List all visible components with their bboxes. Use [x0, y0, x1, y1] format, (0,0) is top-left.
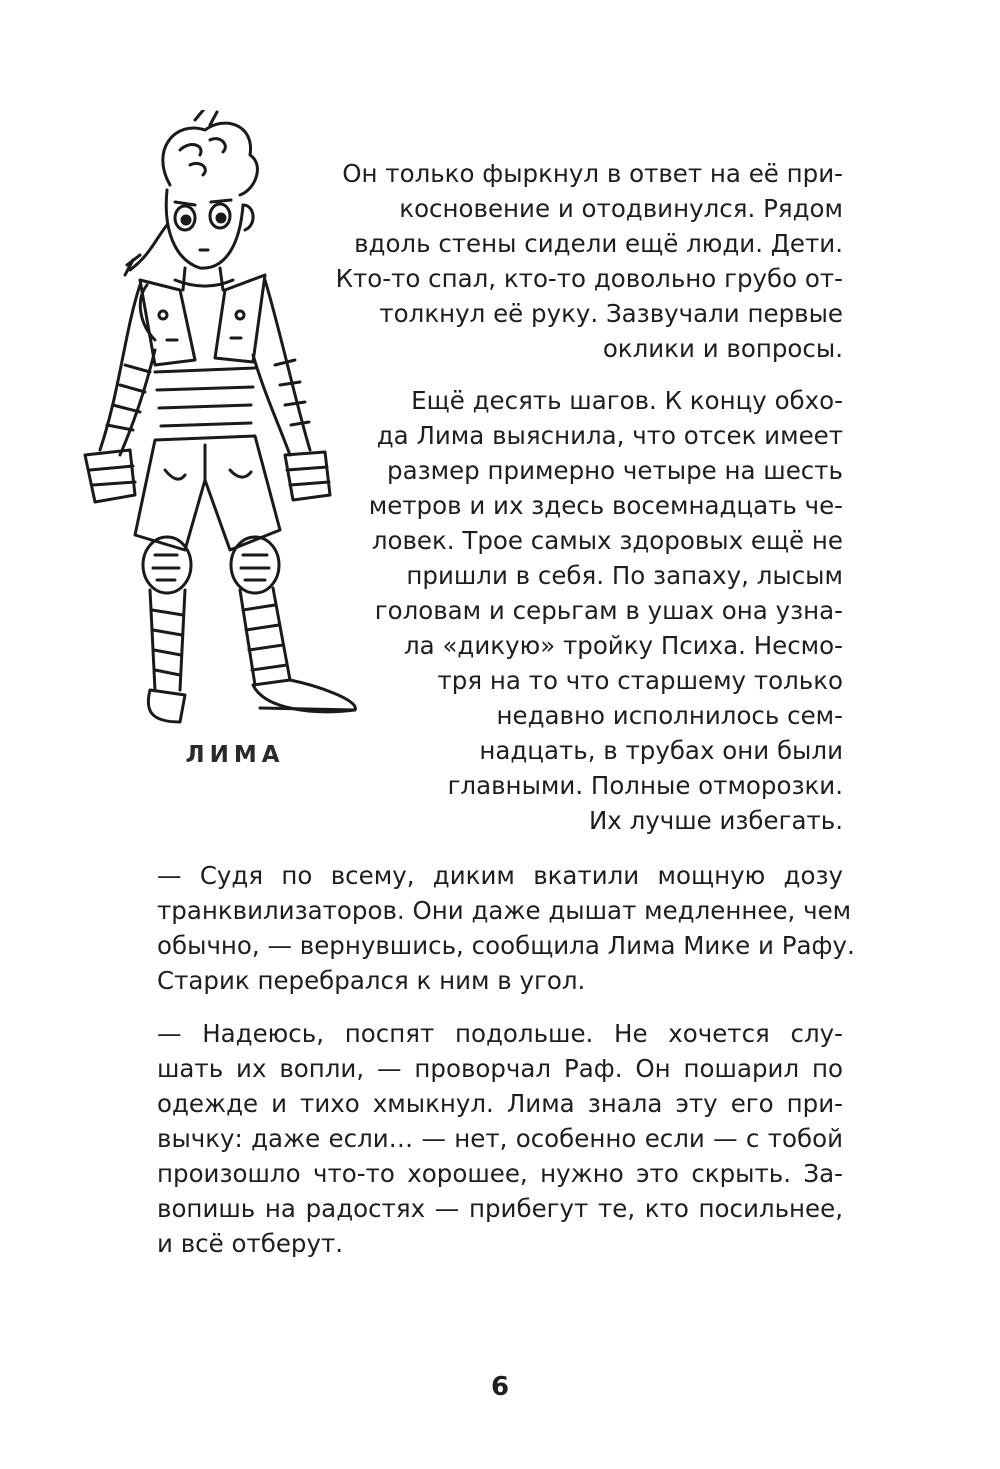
text-line: произошло что-то хорошее, нужно это скрыть. За- [157, 1159, 843, 1188]
text-line: тря на то что старшему только [437, 666, 843, 695]
text-line: вопишь на радостях — прибегут те, кто посильнее, [157, 1194, 843, 1223]
text-line: — Судя по всему, диким вкатили мощную дозу [157, 861, 843, 890]
text-line: и всё отберут. [157, 1229, 344, 1258]
text-line: ловек. Трое самых здоровых ещё не [371, 526, 843, 555]
text-line: Старик перебрался к ним в угол. [157, 966, 586, 995]
illustration-caption: ЛИМА [185, 742, 285, 768]
text-line: пришли в себя. По запаху, лысым [406, 561, 843, 590]
text-line: транквилизаторов. Они даже дышат медленнее, чем [157, 896, 852, 925]
text-line: оклики и вопросы. [602, 334, 843, 363]
text-line: шать их вопли, — проворчал Раф. Он пошарил по [157, 1054, 843, 1083]
text-line: ла «дикую» тройку Психа. Несмо- [403, 631, 843, 660]
text-line: обычно, — вернувшись, сообщила Лима Мике и Рафу. [157, 931, 855, 960]
text-line: Он только фыркнул в ответ на её при- [342, 159, 843, 188]
text-line: недавно исполнилось сем- [496, 701, 843, 730]
text-line: размер примерно четыре на шесть [387, 456, 843, 485]
text-line: вычку: даже если… — нет, особенно если — с тобой [157, 1124, 843, 1153]
text-line: головам и серьгам в ушах она узна- [374, 596, 843, 625]
text-line: — Надеюсь, поспят подольше. Не хочется слу- [157, 1019, 843, 1048]
text-line: одежде и тихо хмыкнул. Лима знала эту его при- [157, 1089, 843, 1118]
text-line: Их лучше избегать. [588, 806, 843, 835]
page-number: 6 [490, 1372, 510, 1402]
text-line: метров и их здесь восемнадцать че- [368, 491, 843, 520]
text-line: Кто-то спал, кто-то довольно грубо от- [335, 264, 843, 293]
text-line: косновение и отодвинулся. Рядом [399, 194, 843, 223]
text-line: надцать, в трубах они были [479, 736, 843, 765]
text-line: вдоль стены сидели ещё люди. Дети. [354, 229, 843, 258]
text-line: да Лима выяснила, что отсек имеет [376, 421, 843, 450]
text-line: Ещё десять шагов. К концу обхо- [411, 386, 843, 415]
text-line: главными. Полные отморозки. [447, 771, 843, 800]
text-line: толкнул её руку. Зазвучали первые [379, 299, 843, 328]
